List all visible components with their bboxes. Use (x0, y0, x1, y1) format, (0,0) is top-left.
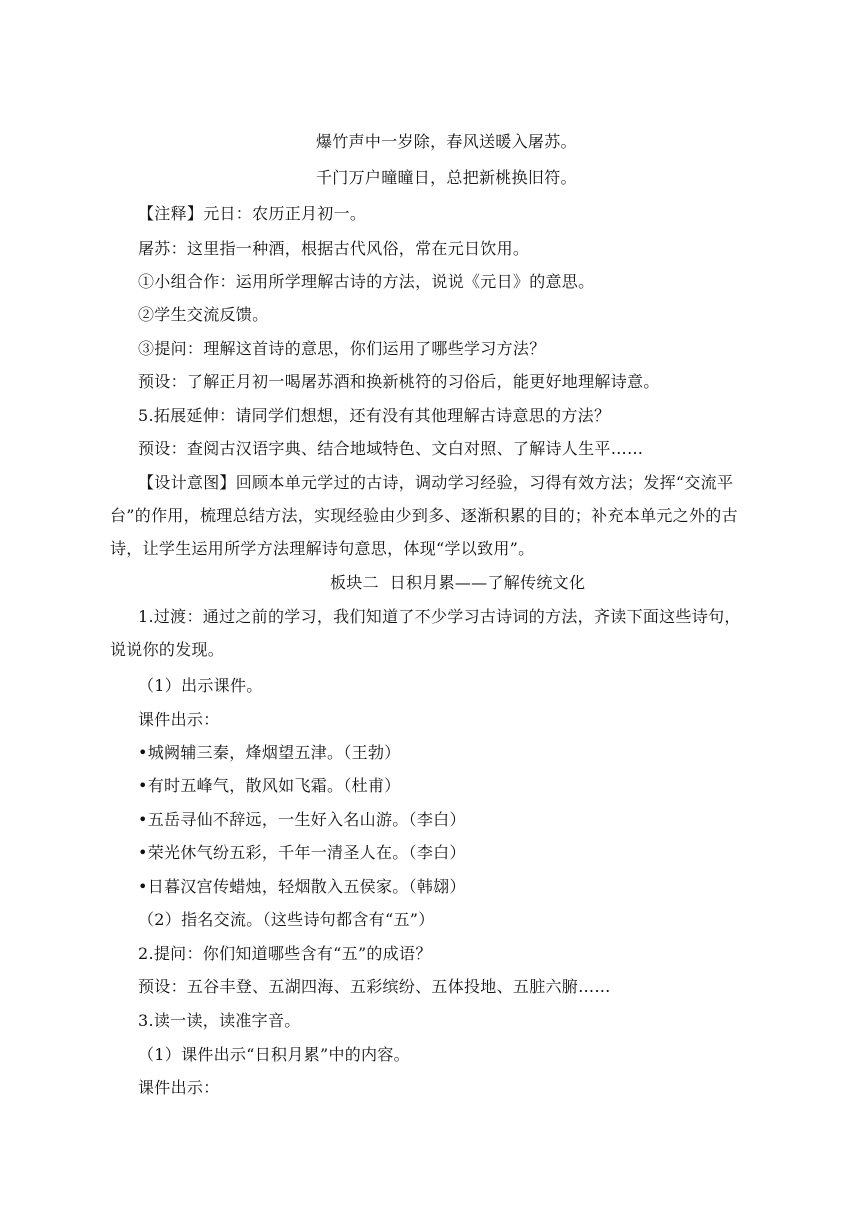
courseware-label-1: 课件出示： (138, 710, 220, 729)
show-accumulation: （1）课件出示“日积月累”中的内容。 (138, 1045, 410, 1064)
idiom-question: 2.提问：你们知道哪些含有“五”的成语？ (138, 944, 432, 963)
step-preset-1: 预设：了解正月初一喝屠苏酒和换新桃符的习俗后，能更好地理解诗意。 (138, 372, 660, 391)
verse-item: •有时五峰气，散风如飞霜。（杜甫） (138, 776, 401, 795)
transition-line-1: 1.过渡：通过之前的学习，我们知道了不少学习古诗词的方法，齐读下面这些诗句， (138, 607, 741, 626)
step-extension: 5.拓展延伸：请同学们想想，还有没有其他理解古诗意思的方法？ (138, 406, 611, 425)
courseware-label-2: 课件出示： (138, 1078, 220, 1097)
idiom-preset: 预设：五谷丰登、五湖四海、五彩缤纷、五体投地、五脏六腑…… (138, 977, 611, 996)
show-courseware: （1）出示课件。 (138, 676, 263, 695)
step-preset-2: 预设：查阅古汉语字典、结合地域特色、文白对照、了解诗人生平…… (138, 439, 644, 458)
read-aloud: 3.读一读，读准字音。 (138, 1011, 301, 1030)
verse-item: •荣光休气纷五彩，千年一清圣人在。（李白） (138, 843, 466, 862)
poem-line-1: 爆竹声中一岁除，春风送暖入屠苏。 (316, 132, 577, 151)
design-intent-line-2: 台”的作用，梳理总结方法，实现经验由少到多、逐渐积累的目的；补充本单元之外的古 (110, 506, 738, 525)
note-yuanri: 【注释】元日：农历正月初一。 (138, 204, 367, 223)
verse-item: •五岳寻仙不辞远，一生好入名山游。（李白） (138, 810, 466, 829)
poem-line-2: 千门万户曈曈日，总把新桃换旧符。 (316, 168, 577, 187)
section-heading: 板块二 日积月累——了解传统文化 (330, 573, 586, 592)
note-tusu: 屠苏：这里指一种酒，根据古代风俗，常在元日饮用。 (138, 239, 530, 258)
transition-line-2: 说说你的发现。 (110, 640, 225, 659)
design-intent-line-1: 【设计意图】回顾本单元学过的古诗，调动学习经验，习得有效方法；发挥“交流平 (138, 473, 734, 492)
verse-item: •日暮汉宫传蜡烛，轻烟散入五侯家。（韩翃） (138, 877, 466, 896)
verse-item: •城阙辅三秦，烽烟望五津。（王勃） (138, 743, 401, 762)
step-group-work: ①小组合作：运用所学理解古诗的方法，说说《元日》的意思。 (138, 272, 595, 291)
step-feedback: ②学生交流反馈。 (138, 305, 269, 324)
step-question: ③提问：理解这首诗的意思，你们运用了哪些学习方法？ (138, 339, 546, 358)
named-exchange: （2）指名交流。（这些诗句都含有“五”） (138, 910, 435, 929)
design-intent-line-3: 诗，让学生运用所学方法理解诗句意思，体现“学以致用”。 (110, 539, 535, 558)
